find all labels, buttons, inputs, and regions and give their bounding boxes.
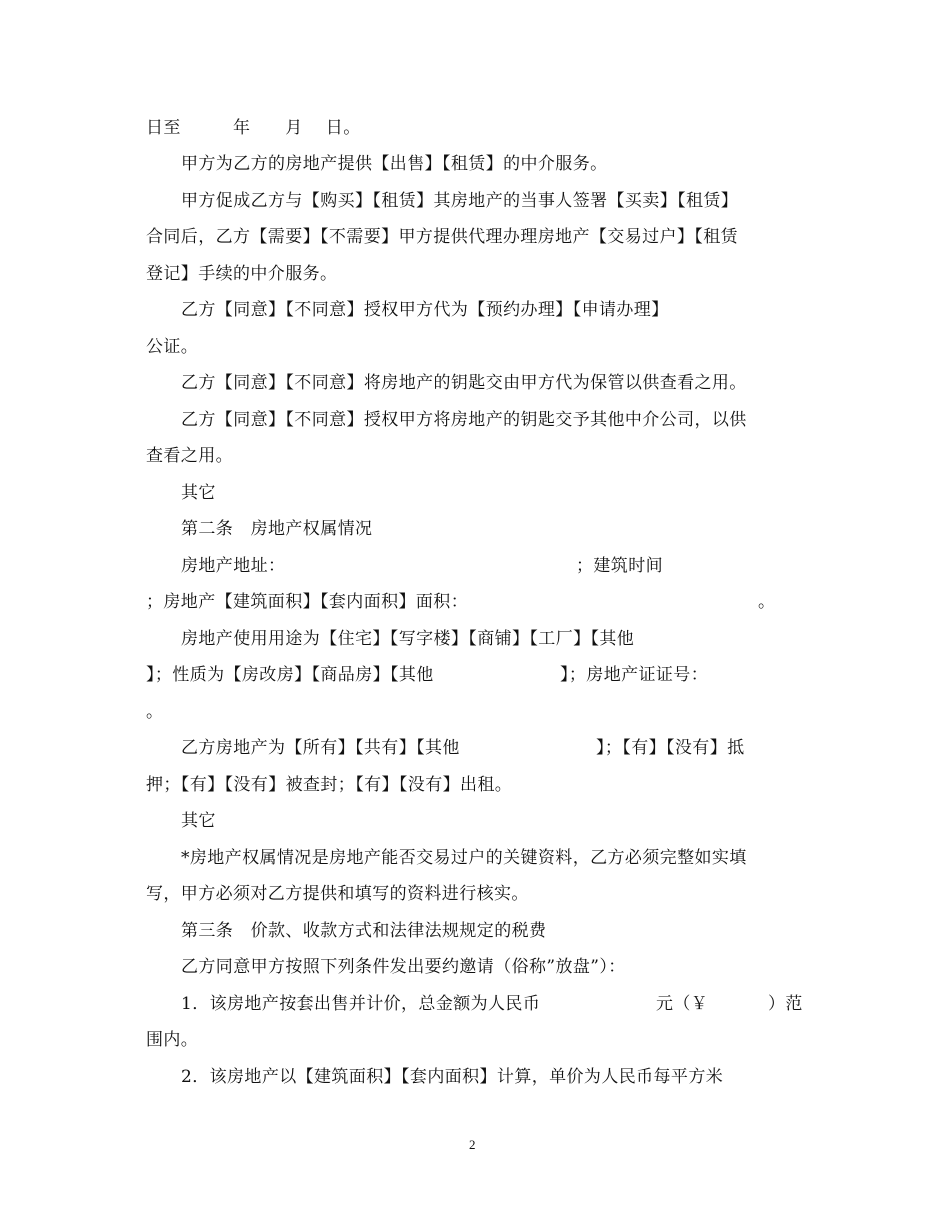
text-line: 乙方房地产为【所有】【共有】【其他 [181,738,460,758]
text-line: ；房地产【建筑面积】【套内面积】面积： [146,592,469,612]
text-line: 2．该房地产以【建筑面积】【套内面积】计算，单价为人民币每平方米 [181,1067,724,1087]
text-line: 合同后，乙方【需要】【不需要】甲方提供代理办理房地产【交易过户】【租赁 [146,227,738,247]
text-line: *房地产权属情况是房地产能否交易过户的关键资料，乙方必须完整如实填 [181,848,747,868]
text-line: 日至 年 月 日。 [146,118,361,138]
text-line: 乙方【同意】【不同意】将房地产的钥匙交由甲方代为保管以供查看之用。 [181,373,747,393]
text-line: ）范 [768,994,803,1014]
section-heading: 第二条 房地产权属情况 [181,519,373,539]
text-line: 乙方【同意】【不同意】授权甲方代为【预约办理】【申请办理】 [181,300,669,320]
text-line: 围内。 [146,1030,199,1050]
text-line: 押；【有】【没有】被查封；【有】【没有】出租。 [146,775,513,795]
text-line: 公证。 [146,337,199,357]
text-line: 甲方为乙方的房地产提供【出售】【租赁】的中介服务。 [181,154,608,174]
section-heading: 第三条 价款、收款方式和法律法规规定的税费 [181,921,547,941]
text-line: 查看之用。 [146,446,233,466]
text-line: 房地产地址： [181,556,286,576]
text-line: 写，甲方必须对乙方提供和填写的资料进行核实。 [146,884,529,904]
text-line: 甲方促成乙方与【购买】【租赁】其房地产的当事人签署【买卖】【租赁】 [181,191,739,211]
text-line: 】；【有】【没有】抵 [596,738,745,758]
text-line: 乙方同意甲方按照下列条件发出要约邀请（俗称”放盘”）： [181,957,626,977]
text-line: ；建筑时间 [576,556,663,576]
text-line: 元（￥ [656,994,709,1014]
text-line: 。 [146,702,164,722]
page-number: 2 [469,1137,476,1152]
text-line: 登记】手续的中介服务。 [146,264,338,284]
text-line: 】；性质为【房改房】【商品房】【其他 [146,665,434,685]
text-line: 乙方【同意】【不同意】授权甲方将房地产的钥匙交予其他中介公司，以供 [181,410,747,430]
text-line: 房地产使用用途为【住宅】【写字楼】【商铺】【工厂】【其他 [181,629,635,649]
text-line: 其它 [181,811,216,831]
text-line: 。 [758,592,776,612]
text-line: 其它 [181,483,216,503]
text-line: 1．该房地产按套出售并计价，总金额为人民币 [181,994,541,1014]
text-line: 】；房地产证证号： [560,665,709,685]
